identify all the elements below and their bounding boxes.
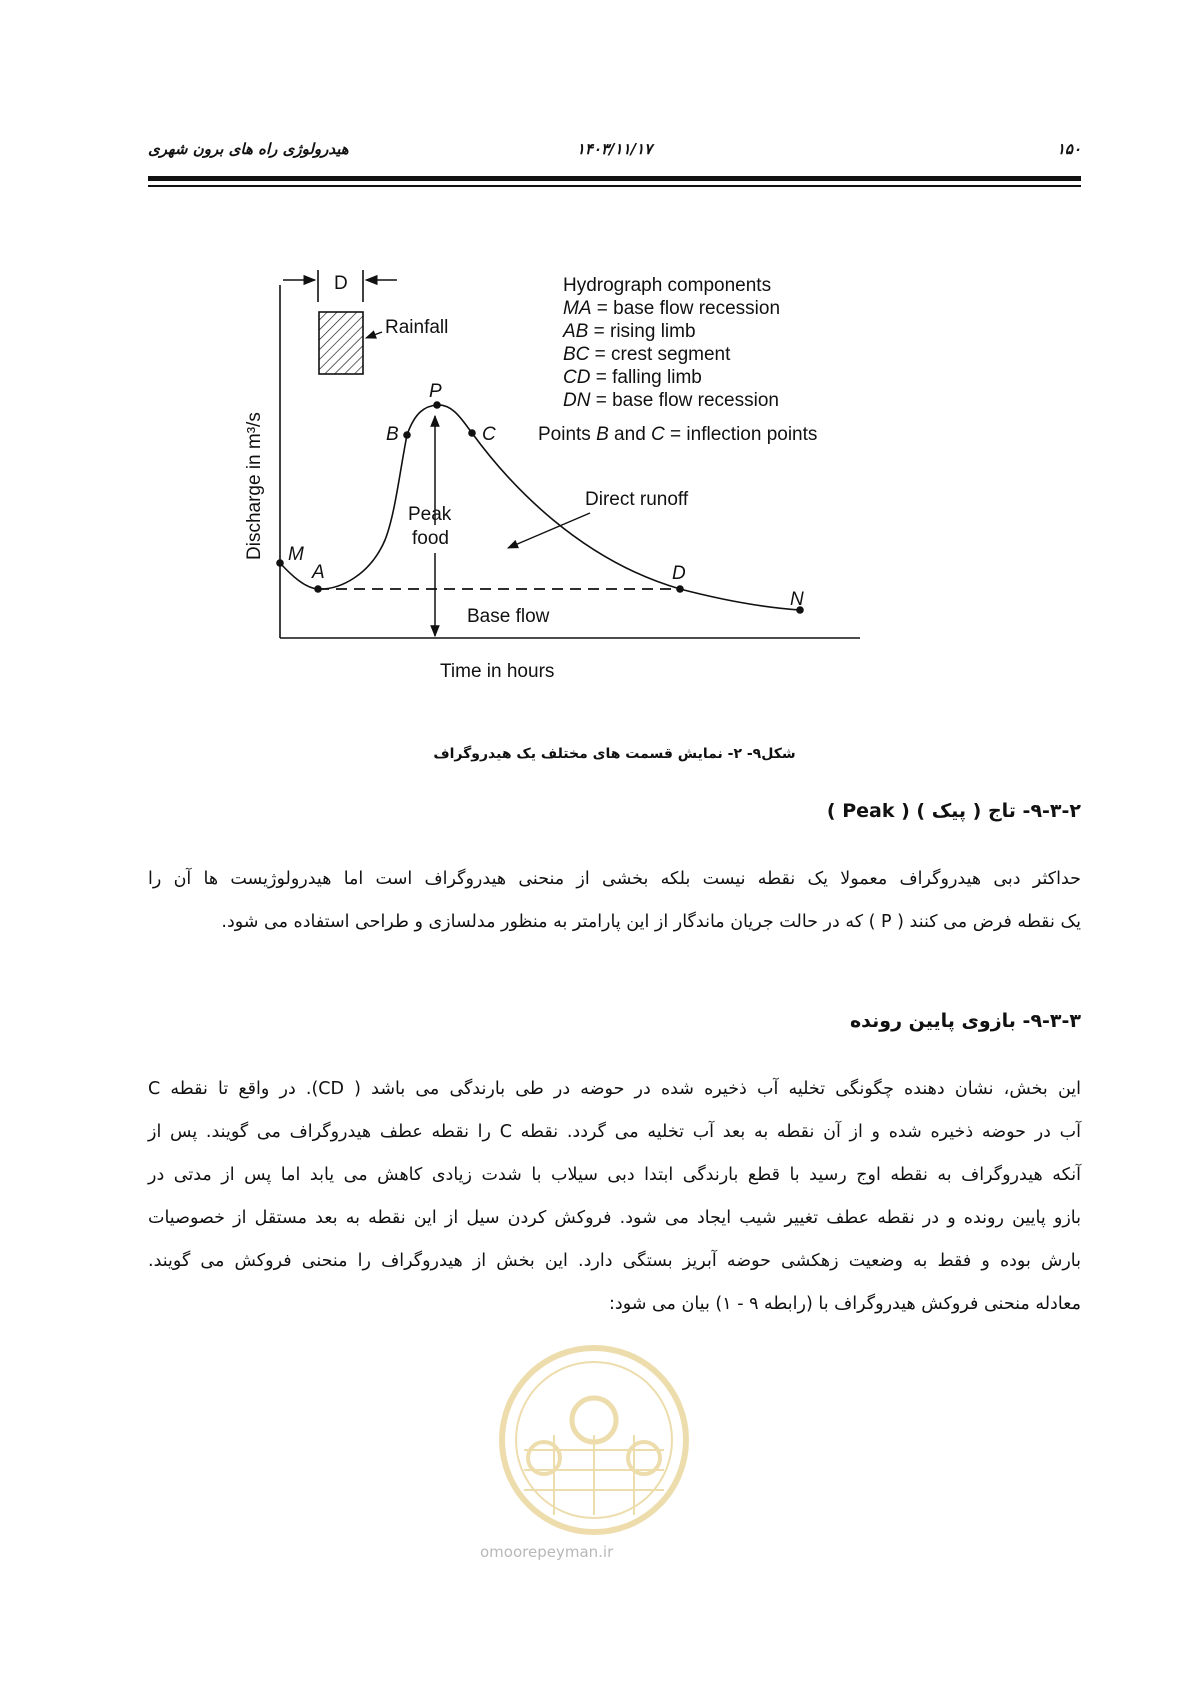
watermark-url: omoorepeyman.ir [480,1543,614,1561]
paragraph-line: آب در حوضه ذخیره شده و از آن نقطه به بعد آب تخلیه می گردد. نقطه C را نقطه عطف هیدروگراف می گویند. پس از [148,1122,1081,1142]
paragraph-line: بارش بوده و فقط به وضعیت زهکشی حوضه آبریز بستگی دارد. این بخش از هیدروگراف را منحنی فروکش می گویند. [148,1251,1081,1271]
label-m: M [288,544,304,565]
header-date: ۱۴۰۳/۱۱/۱۷ [576,140,653,158]
paragraph-line: حداکثر دبی هیدروگراف معمولا یک نقطه نیست بلکه بخشی از منحنی هیدروگراف است اما هیدرولوژیست ها آن را [148,869,1081,889]
paragraph-line: یک نقطه فرض می کنند ( P ) که در حالت جریان ماندگار از این پارامتر به منظور مدلسازی و طراحی استفاده می شود. [221,912,1081,932]
watermark-seal-logo [484,1340,704,1540]
rainfall-label: Rainfall [385,317,449,338]
legend-item-cd: CD = falling limb [563,367,702,388]
point-d [676,585,684,593]
x-axis-label: Time in hours [440,661,555,682]
direct-runoff-label: Direct runoff [585,489,689,510]
legend-item-ab: AB = rising limb [563,321,696,342]
duration-label: D [334,273,348,294]
header-rule-thick [148,176,1081,181]
legend-items [562,298,780,411]
hydrograph-figure [244,270,890,710]
label-d: D [672,563,686,584]
point-p [433,401,441,409]
page-header [148,140,1081,170]
inflection-note: Points B and C = inflection points [538,424,818,445]
point-a [314,585,322,593]
paragraph-line: آنکه هیدروگراف به نقطه اوج رسید با قطع بارندگی ابتدا دبی سیلاب با شدت زیادی کاهش می یابد اما پس از مدتی در [148,1165,1081,1185]
label-n: N [790,589,804,610]
rainfall-arrow [366,332,382,338]
base-flow-label: Base flow [467,606,550,627]
header-rule-thin [148,185,1081,187]
page-number: ۱۵۰ [1056,140,1081,158]
section-body-peak [148,858,1081,944]
legend-item-dn: DN = base flow recession [563,390,779,411]
legend-title: Hydrograph components [563,275,772,296]
paragraph-line: معادله منحنی فروکش هیدروگراف با (رابطه ۹ - ۱) بیان می شود: [609,1294,1081,1314]
section-body-falling-limb [148,1068,1081,1326]
book-title: هیدرولوژی راه های برون شهری [148,140,349,158]
label-c: C [482,424,496,445]
paragraph-line: بازو پایین رونده و در نقطه عطف تغییر شیب ایجاد می شود. فروکش کردن سیل از این نقطه به بعد مستقل از خصوصیات [148,1208,1081,1228]
label-p: P [429,381,442,402]
label-b: B [386,424,399,445]
point-c [468,429,476,437]
legend-item-bc: BC = crest segment [563,344,731,365]
peak-label-2: food [412,528,449,549]
y-axis-label: Discharge in m³/s [244,412,265,560]
section-heading-falling-limb: ۹-۳-۳- بازوی پایین رونده [849,1010,1081,1032]
figure-caption: شکل۹- ۲- نمایش قسمت های مختلف یک هیدروگراف [433,746,796,762]
peak-label-1: Peak [408,504,452,525]
point-b [403,431,411,439]
paragraph-line: این بخش، نشان دهنده چگونگی تخلیه آب ذخیره شده در حوضه در طی بارندگی می باشد ( CD). در واقع تا نقطه C [148,1079,1081,1099]
point-m [276,559,284,567]
label-a: A [312,562,325,583]
direct-runoff-arrow [508,513,590,548]
rainfall-block [319,312,363,374]
legend-item-ma: MA = base flow recession [563,298,781,319]
section-heading-peak: ۹-۳-۲- تاج ( پیک ) ( Peak ) [826,800,1081,822]
